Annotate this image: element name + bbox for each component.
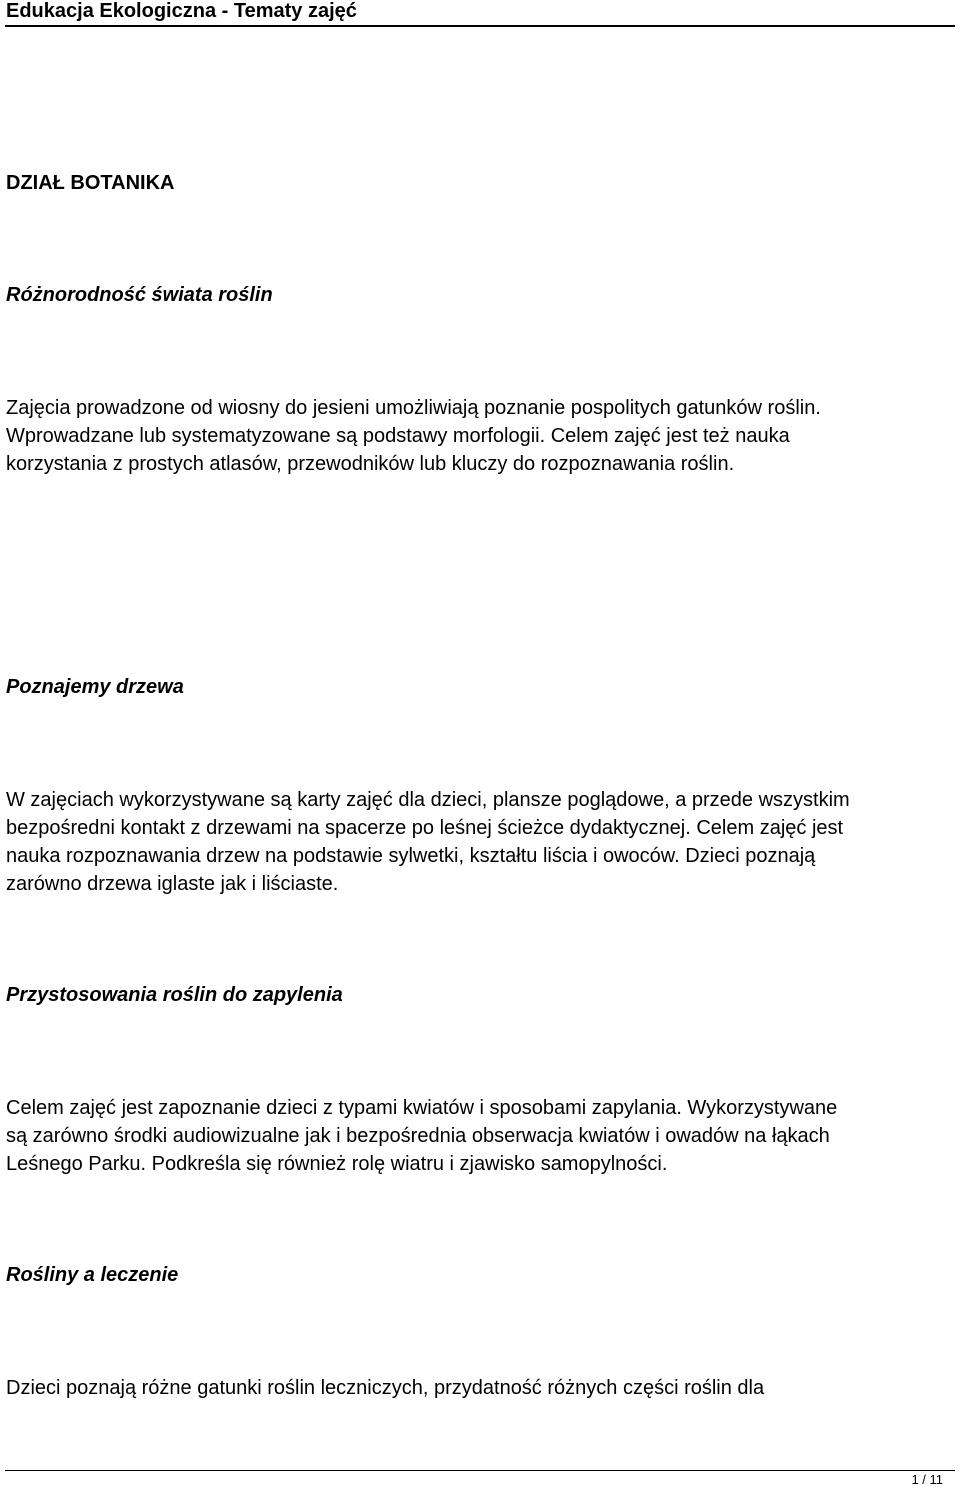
paragraph-poznajemy-drzewa: [6, 786, 951, 898]
paragraph-line: bezpośredni kontakt z drzewami na spacerze po leśnej ścieżce dydaktycznej. Celem zajęć jest: [6, 817, 844, 839]
paragraph-rosliny-a-leczenie: [6, 1374, 951, 1402]
section-heading-roznorodnosc: Różnorodność świata roślin: [6, 284, 273, 306]
header-divider: [5, 25, 955, 27]
paragraph-line: nauka rozpoznawania drzew na podstawie sylwetki, kształtu liścia i owoców. Dzieci poznają: [6, 845, 816, 867]
section-heading-poznajemy-drzewa: Poznajemy drzewa: [6, 676, 184, 698]
paragraph-line: korzystania z prostych atlasów, przewodników lub kluczy do rozpoznawania roślin.: [6, 453, 735, 475]
paragraph-line: Zajęcia prowadzone od wiosny do jesieni umożliwiają poznanie pospolitych gatunków roślin.: [6, 397, 821, 419]
page-number: 1 / 11: [911, 1472, 943, 1487]
section-heading-przystosowania: Przystosowania roślin do zapylenia: [6, 984, 343, 1006]
section-heading-rosliny-a-leczenie: Rośliny a leczenie: [6, 1264, 179, 1286]
footer-divider: [5, 1470, 955, 1471]
paragraph-przystosowania: [6, 1094, 951, 1178]
paragraph-roznorodnosc-body: [6, 394, 951, 478]
paragraph-line: W zajęciach wykorzystywane są karty zajęć dla dzieci, plansze poglądowe, a przede wszystkim: [6, 789, 850, 811]
paragraph-line: zarówno drzewa iglaste jak i liściaste.: [6, 873, 339, 895]
paragraph-line: Dzieci poznają różne gatunki roślin leczniczych, przydatność różnych części roślin dla: [6, 1377, 765, 1399]
paragraph-line: są zarówno środki audiowizualne jak i bezpośrednia obserwacja kwiatów i owadów na łąkach: [6, 1125, 830, 1147]
paragraph-line: Leśnego Parku. Podkreśla się również rolę wiatru i zjawisko samopylności.: [6, 1153, 668, 1175]
section-heading-dzial-botanika: DZIAŁ BOTANIKA: [6, 172, 175, 194]
paragraph-line: Wprowadzane lub systematyzowane są podstawy morfologii. Celem zajęć jest też nauka: [6, 425, 790, 447]
paragraph-line: Celem zajęć jest zapoznanie dzieci z typami kwiatów i sposobami zapylania. Wykorzystywane: [6, 1097, 838, 1119]
document-title: Edukacja Ekologiczna - Tematy zajęć: [6, 0, 357, 22]
